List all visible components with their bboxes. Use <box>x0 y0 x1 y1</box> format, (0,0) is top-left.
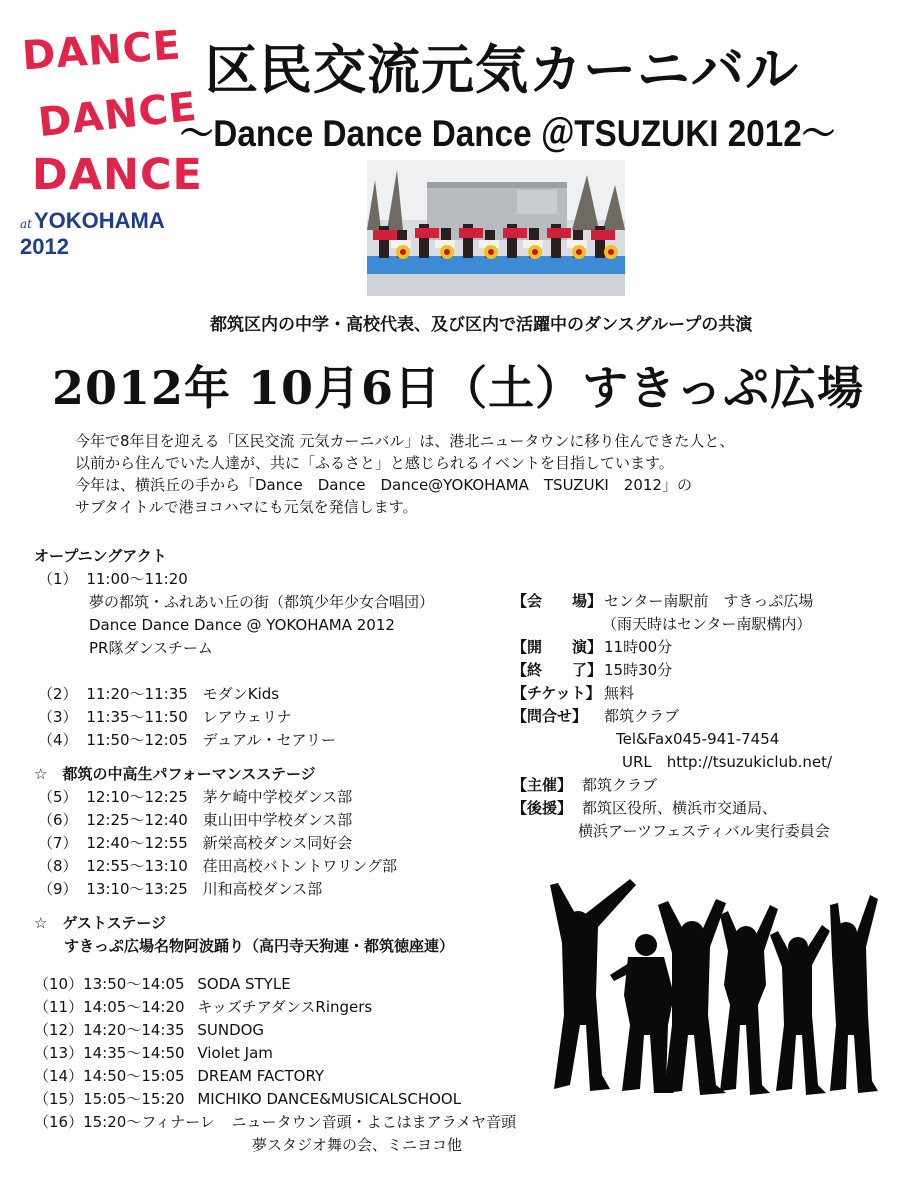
item-name: モダンKids <box>202 685 280 703</box>
program-item <box>34 1111 516 1134</box>
item-number: （14） <box>34 1067 84 1085</box>
program-item <box>34 832 516 855</box>
item-number: （6） <box>38 811 78 829</box>
item-number: （3） <box>38 708 78 726</box>
item-name: デュアル・セアリー <box>202 731 336 749</box>
item-name: MICHIKO DANCE&MUSICALSCHOOL <box>197 1090 462 1108</box>
item-name: DREAM FACTORY <box>197 1067 325 1085</box>
logo-city-text: YOKOHAMA 2012 <box>20 208 164 259</box>
item-time: 12:10～12:25 <box>86 788 188 806</box>
item-name: 茅ケ崎中学校ダンス部 <box>202 788 353 806</box>
item-time: 15:20～フィナーレ <box>83 1113 215 1131</box>
item-name: 新栄高校ダンス同好会 <box>202 834 353 852</box>
info-value: 15時30分 <box>604 661 673 679</box>
program-item <box>34 683 516 706</box>
item-number: （15） <box>34 1090 84 1108</box>
info-value: センター南駅前 すきっぷ広場 <box>604 592 814 610</box>
logo-line-2: DANCE <box>36 83 200 147</box>
program-item <box>34 568 516 591</box>
item-detail: 夢の都筑・ふれあい丘の街（都筑少年少女合唱団） <box>89 593 435 611</box>
info-contact <box>512 705 832 728</box>
intro-paragraph <box>75 430 734 518</box>
event-date-venue: 2012年 10月6日（土）すきっぷ広場 <box>52 361 865 415</box>
item-name: ニュータウン音頭・よこはまアラメヤ音頭 <box>231 1113 517 1131</box>
info-ticket <box>512 682 832 705</box>
info-label: 【後援】 <box>512 799 573 817</box>
item-number: （12） <box>34 1021 84 1039</box>
info-label: 【終 了】 <box>512 661 603 679</box>
info-value: 都筑区役所、横浜市交通局、 <box>582 799 778 817</box>
program-item <box>34 973 516 996</box>
item-detail: Dance Dance Dance @ YOKOHAMA 2012 <box>89 616 395 634</box>
item-number: （11） <box>34 998 84 1016</box>
program-item <box>34 855 516 878</box>
item-number: （13） <box>34 1044 84 1062</box>
logo-line-1: DANCE <box>20 22 183 80</box>
intro-line: サブタイトルで港ヨコハマにも元気を発信します。 <box>75 498 418 516</box>
item-name: 東山田中学校ダンス部 <box>202 811 353 829</box>
info-support-2: 横浜アーツフェスティバル実行委員会 <box>578 822 830 840</box>
item-time: 11:50～12:05 <box>86 731 188 749</box>
item-number: （1） <box>38 570 78 588</box>
item-time: 15:05～15:20 <box>83 1090 185 1108</box>
info-value: 11時00分 <box>604 638 673 656</box>
item-time: 13:10～13:25 <box>86 880 188 898</box>
item-number: （8） <box>38 857 78 875</box>
performance-photo <box>367 160 625 296</box>
page-subtitle: ～Dance Dance Dance ＠TSUZUKI 2012～ <box>180 113 836 154</box>
info-label: 【チケット】 <box>512 684 601 702</box>
info-host <box>512 774 832 797</box>
item-number: （10） <box>34 975 84 993</box>
info-support <box>512 797 832 820</box>
item-name: Violet Jam <box>197 1044 273 1062</box>
info-end <box>512 659 832 682</box>
program-item <box>34 1088 516 1111</box>
program-item <box>34 809 516 832</box>
section-heading-guest: ☆ ゲストステージ <box>34 914 167 932</box>
tagline: 都筑区内の中学・高校代表、及び区内で活躍中のダンスグループの共演 <box>210 315 753 335</box>
dancers-silhouette <box>540 875 880 1105</box>
item-name: SODA STYLE <box>197 975 291 993</box>
info-label: 【会 場】 <box>512 592 603 610</box>
item-number: （7） <box>38 834 78 852</box>
item-time: 11:20～11:35 <box>86 685 188 703</box>
program-item <box>34 1065 516 1088</box>
item-time: 14:50～15:05 <box>83 1067 185 1085</box>
program-item <box>34 706 516 729</box>
item-time: 11:00～11:20 <box>86 570 188 588</box>
info-label: 【主催】 <box>512 776 573 794</box>
info-tel: Tel&Fax045-941-7454 <box>616 730 780 748</box>
info-open <box>512 636 832 659</box>
info-value: 都筑クラブ <box>582 776 658 794</box>
item-time: 11:35～11:50 <box>86 708 188 726</box>
item-time: 14:20～14:35 <box>83 1021 185 1039</box>
intro-line: 今年で8年目を迎える「区民交流 元気カーニバル」は、港北ニュータウンに移り住んできた人と、 <box>75 432 735 450</box>
item-detail: 夢スタジオ舞の会、ミニヨコ他 <box>252 1136 463 1154</box>
program-schedule <box>34 545 516 1157</box>
info-value: 無料 <box>604 684 635 702</box>
item-time: 12:25～12:40 <box>86 811 188 829</box>
program-item <box>34 786 516 809</box>
info-url: URL http://tsuzukiclub.net/ <box>622 753 833 771</box>
logo-city <box>20 208 214 260</box>
item-name: SUNDOG <box>197 1021 265 1039</box>
logo-at: at <box>20 217 32 231</box>
event-info <box>512 590 832 843</box>
item-time: 12:55～13:10 <box>86 857 188 875</box>
info-value: 都筑クラブ <box>604 707 680 725</box>
info-venue <box>512 590 832 613</box>
page-title: 区民交流元気カーニバル <box>205 40 799 101</box>
intro-line: 以前から住んでいた人達が、共に「ふるさと」と感じられるイベントを目指しています。 <box>75 454 674 472</box>
item-number: （5） <box>38 788 78 806</box>
program-item <box>34 1042 516 1065</box>
item-number: （4） <box>38 731 78 749</box>
item-name: レアウェリナ <box>202 708 292 726</box>
intro-line: 今年は、横浜丘の手から「Dance Dance Dance@YOKOHAMA TSUZUKI 2012」の <box>75 476 692 494</box>
item-time: 13:50～14:05 <box>83 975 185 993</box>
item-time: 12:40～12:55 <box>86 834 188 852</box>
program-item <box>34 1019 516 1042</box>
item-detail: PR隊ダンスチーム <box>89 639 213 657</box>
program-item <box>34 878 516 901</box>
info-venue-rain: （雨天時はセンター南駅構内） <box>602 615 812 633</box>
item-number: （2） <box>38 685 78 703</box>
item-number: （16） <box>34 1113 84 1131</box>
item-number: （9） <box>38 880 78 898</box>
program-item <box>34 729 516 752</box>
item-name: 川和高校ダンス部 <box>202 880 323 898</box>
item-time: 14:35～14:50 <box>83 1044 185 1062</box>
item-name: キッズチアダンスRingers <box>197 998 373 1016</box>
item-name: 荏田高校バトントワリング部 <box>202 857 397 875</box>
logo-line-3: DANCE <box>32 150 203 200</box>
section-heading-stage: ☆ 都筑の中高生パフォーマンスステージ <box>34 765 316 783</box>
info-label: 【開 演】 <box>512 638 603 656</box>
guest-feature: すきっぷ広場名物阿波踊り（高円寺天狗連・都筑徳座連） <box>64 937 455 955</box>
info-label: 【問合せ】 <box>512 707 588 725</box>
item-time: 14:05～14:20 <box>83 998 185 1016</box>
program-item <box>34 996 516 1019</box>
section-heading-opening: オープニングアクト <box>34 547 167 565</box>
